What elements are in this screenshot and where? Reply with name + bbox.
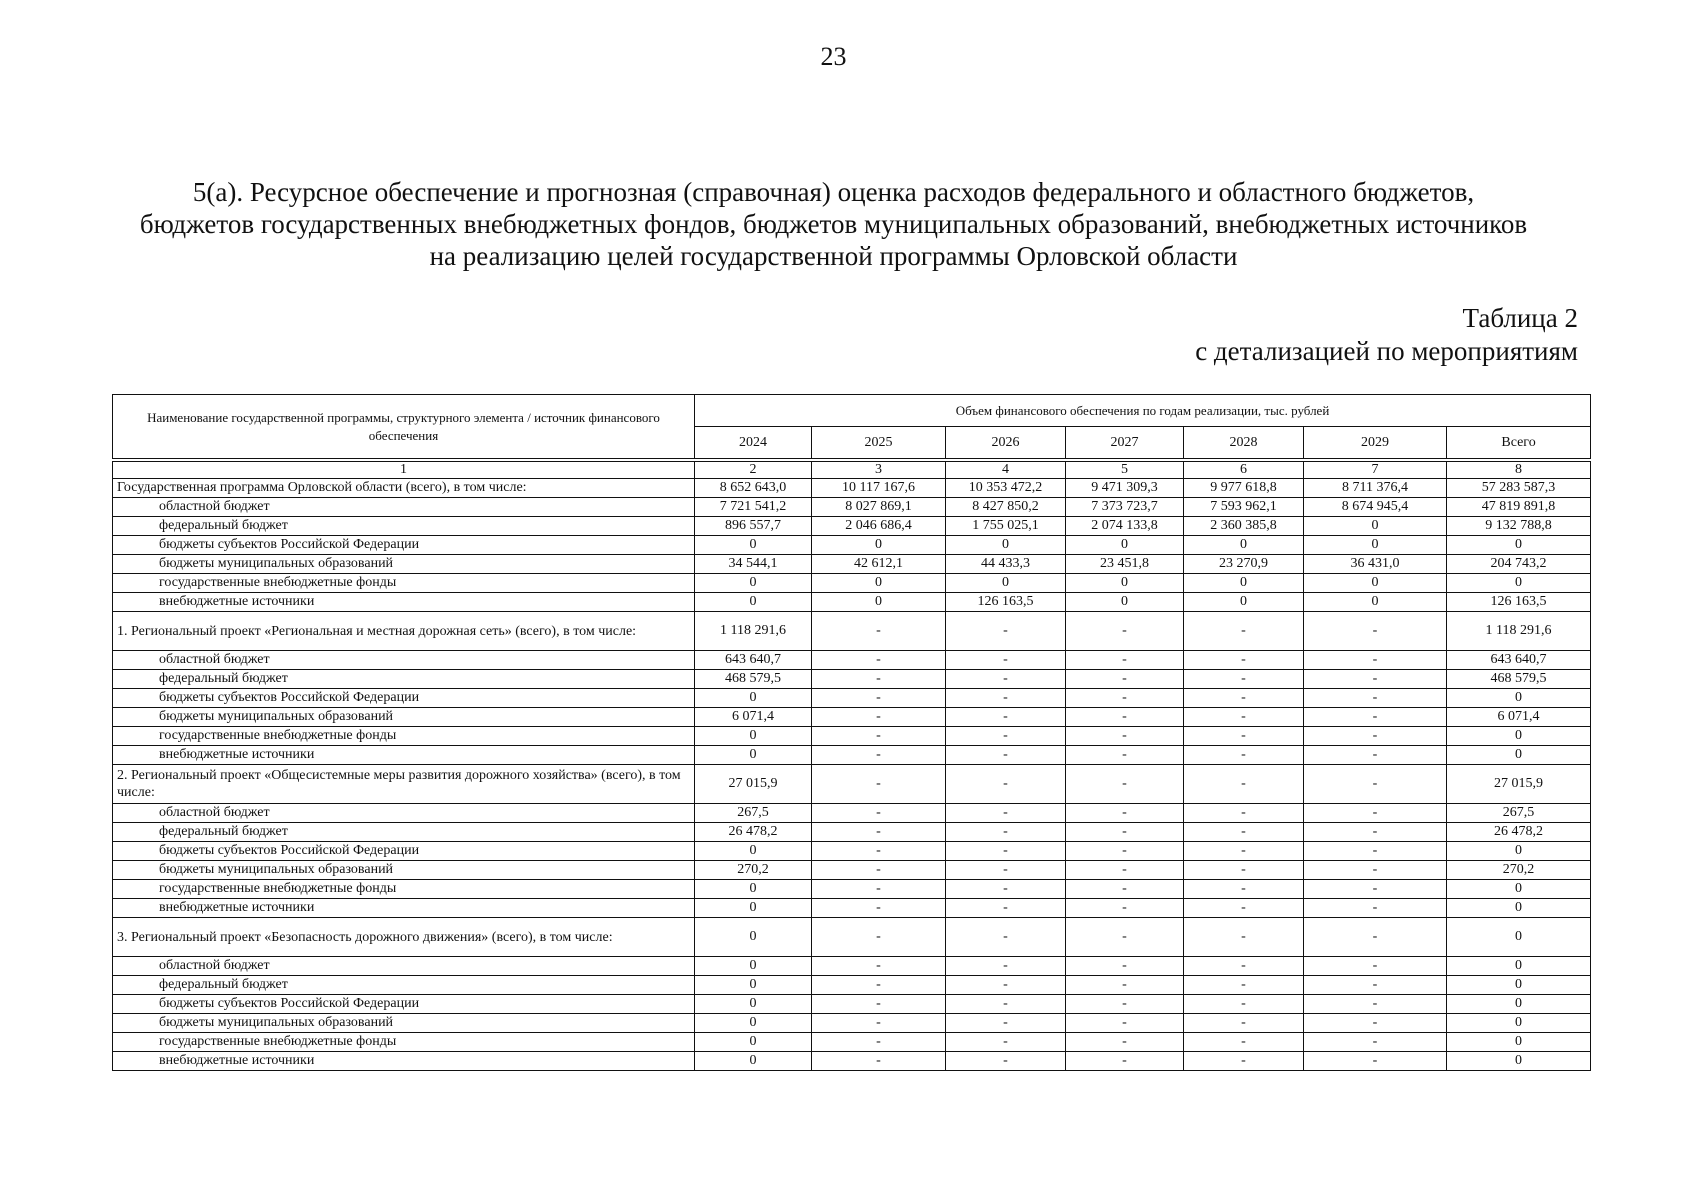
row-value-cell: - bbox=[812, 823, 946, 842]
table-section-row bbox=[113, 479, 1591, 498]
row-value-cell: - bbox=[1066, 708, 1184, 727]
row-value-cell: 0 bbox=[695, 593, 812, 612]
row-value-cell: - bbox=[812, 957, 946, 976]
row-total-cell: 0 bbox=[1447, 727, 1591, 746]
row-value-cell: - bbox=[1184, 823, 1304, 842]
row-value-cell: - bbox=[946, 1014, 1066, 1033]
row-name-cell: федеральный бюджет bbox=[113, 976, 695, 995]
row-value-cell: 8 427 850,2 bbox=[946, 498, 1066, 517]
row-name-cell: 1. Региональный проект «Региональная и местная дорожная сеть» (всего), в том числе: bbox=[113, 612, 695, 651]
row-value-cell: - bbox=[1066, 1033, 1184, 1052]
row-value-cell: - bbox=[1304, 1033, 1447, 1052]
row-value-cell: 0 bbox=[1066, 593, 1184, 612]
row-value-cell: - bbox=[812, 804, 946, 823]
row-value-cell: - bbox=[1184, 976, 1304, 995]
row-value-cell: - bbox=[812, 689, 946, 708]
row-value-cell: - bbox=[1304, 899, 1447, 918]
table-caption-number: Таблица 2 bbox=[1462, 303, 1578, 333]
header-total: Всего bbox=[1447, 427, 1591, 459]
table-row bbox=[113, 880, 1591, 899]
table-row bbox=[113, 708, 1591, 727]
row-value-cell: - bbox=[1304, 1014, 1447, 1033]
row-value-cell: 23 451,8 bbox=[1066, 555, 1184, 574]
row-name-cell: государственные внебюджетные фонды bbox=[113, 1033, 695, 1052]
column-number: 7 bbox=[1304, 462, 1447, 479]
row-value-cell: 7 721 541,2 bbox=[695, 498, 812, 517]
row-name-cell: внебюджетные источники bbox=[113, 746, 695, 765]
row-name-cell: бюджеты муниципальных образований bbox=[113, 1014, 695, 1033]
row-value-cell: - bbox=[1066, 765, 1184, 804]
row-name-cell: внебюджетные источники bbox=[113, 593, 695, 612]
row-total-cell: 126 163,5 bbox=[1447, 593, 1591, 612]
row-value-cell: - bbox=[812, 861, 946, 880]
row-total-cell: 6 071,4 bbox=[1447, 708, 1591, 727]
row-value-cell: 0 bbox=[812, 593, 946, 612]
row-total-cell: 204 743,2 bbox=[1447, 555, 1591, 574]
row-value-cell: - bbox=[946, 995, 1066, 1014]
row-value-cell: - bbox=[1066, 727, 1184, 746]
row-name-cell: бюджеты субъектов Российской Федерации bbox=[113, 842, 695, 861]
row-value-cell: - bbox=[946, 976, 1066, 995]
row-value-cell: - bbox=[812, 727, 946, 746]
row-value-cell: - bbox=[1184, 899, 1304, 918]
row-value-cell: - bbox=[1304, 689, 1447, 708]
row-value-cell: 8 674 945,4 bbox=[1304, 498, 1447, 517]
row-value-cell: - bbox=[1184, 651, 1304, 670]
row-value-cell: - bbox=[1066, 995, 1184, 1014]
row-value-cell: - bbox=[1184, 1014, 1304, 1033]
row-value-cell: 0 bbox=[695, 899, 812, 918]
column-number: 8 bbox=[1447, 462, 1591, 479]
row-total-cell: 267,5 bbox=[1447, 804, 1591, 823]
row-value-cell: - bbox=[946, 689, 1066, 708]
row-value-cell: 1 755 025,1 bbox=[946, 517, 1066, 536]
row-value-cell: - bbox=[946, 727, 1066, 746]
row-value-cell: - bbox=[1304, 804, 1447, 823]
table-row bbox=[113, 1033, 1591, 1052]
row-value-cell: 36 431,0 bbox=[1304, 555, 1447, 574]
table-row bbox=[113, 842, 1591, 861]
heading-line: на реализацию целей государственной программы Орловской области bbox=[429, 241, 1238, 271]
row-value-cell: 1 118 291,6 bbox=[695, 612, 812, 651]
row-value-cell: - bbox=[1304, 918, 1447, 957]
row-value-cell: - bbox=[1304, 861, 1447, 880]
row-value-cell: 0 bbox=[695, 746, 812, 765]
table-section-row bbox=[113, 612, 1591, 651]
row-value-cell: - bbox=[1184, 995, 1304, 1014]
table-row bbox=[113, 651, 1591, 670]
table-row bbox=[113, 899, 1591, 918]
row-name-cell: областной бюджет bbox=[113, 498, 695, 517]
row-name-cell: бюджеты муниципальных образований bbox=[113, 555, 695, 574]
row-value-cell: 270,2 bbox=[695, 861, 812, 880]
row-value-cell: 44 433,3 bbox=[946, 555, 1066, 574]
row-total-cell: 0 bbox=[1447, 1014, 1591, 1033]
row-value-cell: - bbox=[1304, 976, 1447, 995]
row-value-cell: 0 bbox=[695, 957, 812, 976]
row-value-cell: - bbox=[1066, 651, 1184, 670]
row-value-cell: 0 bbox=[1184, 593, 1304, 612]
row-value-cell: - bbox=[812, 899, 946, 918]
row-total-cell: 0 bbox=[1447, 689, 1591, 708]
header-funding-group: Объем финансового обеспечения по годам реализации, тыс. рублей bbox=[695, 395, 1591, 427]
header-name-column: Наименование государственной программы, структурного элемента / источник финансового обеспечения bbox=[113, 395, 695, 459]
row-value-cell: 8 652 643,0 bbox=[695, 479, 812, 498]
row-value-cell: 0 bbox=[695, 727, 812, 746]
table-row bbox=[113, 727, 1591, 746]
header-year: 2024 bbox=[695, 427, 812, 459]
row-value-cell: 7 593 962,1 bbox=[1184, 498, 1304, 517]
row-value-cell: 0 bbox=[1304, 574, 1447, 593]
row-total-cell: 643 640,7 bbox=[1447, 651, 1591, 670]
table-row bbox=[113, 823, 1591, 842]
table-section-row bbox=[113, 765, 1591, 804]
row-value-cell: - bbox=[812, 670, 946, 689]
row-value-cell: - bbox=[812, 746, 946, 765]
table-row bbox=[113, 1052, 1591, 1071]
row-name-cell: федеральный бюджет bbox=[113, 823, 695, 842]
row-value-cell: - bbox=[946, 823, 1066, 842]
row-value-cell: - bbox=[1304, 765, 1447, 804]
row-value-cell: 7 373 723,7 bbox=[1066, 498, 1184, 517]
row-value-cell: - bbox=[1304, 995, 1447, 1014]
row-name-cell: бюджеты муниципальных образований bbox=[113, 861, 695, 880]
row-value-cell: - bbox=[1066, 689, 1184, 708]
row-value-cell: - bbox=[946, 765, 1066, 804]
row-value-cell: - bbox=[946, 651, 1066, 670]
row-name-cell: 3. Региональный проект «Безопасность дорожного движения» (всего), в том числе: bbox=[113, 918, 695, 957]
row-value-cell: 0 bbox=[695, 1014, 812, 1033]
row-total-cell: 0 bbox=[1447, 842, 1591, 861]
row-value-cell: - bbox=[812, 842, 946, 861]
column-number-row bbox=[113, 462, 1591, 479]
row-total-cell: 47 819 891,8 bbox=[1447, 498, 1591, 517]
row-total-cell: 270,2 bbox=[1447, 861, 1591, 880]
row-value-cell: - bbox=[946, 957, 1066, 976]
table-row bbox=[113, 1014, 1591, 1033]
table-caption bbox=[1195, 302, 1578, 368]
row-value-cell: 0 bbox=[695, 918, 812, 957]
row-value-cell: - bbox=[812, 976, 946, 995]
column-number: 5 bbox=[1066, 462, 1184, 479]
row-name-cell: бюджеты субъектов Российской Федерации bbox=[113, 689, 695, 708]
row-value-cell: - bbox=[1066, 823, 1184, 842]
row-value-cell: - bbox=[1184, 746, 1304, 765]
row-value-cell: - bbox=[1066, 670, 1184, 689]
row-value-cell: - bbox=[946, 918, 1066, 957]
row-value-cell: 0 bbox=[695, 1033, 812, 1052]
row-value-cell: - bbox=[1184, 804, 1304, 823]
row-value-cell: - bbox=[1304, 957, 1447, 976]
row-value-cell: - bbox=[812, 765, 946, 804]
row-value-cell: - bbox=[812, 1052, 946, 1071]
row-value-cell: 0 bbox=[1304, 517, 1447, 536]
row-value-cell: - bbox=[1304, 880, 1447, 899]
row-value-cell: 27 015,9 bbox=[695, 765, 812, 804]
row-value-cell: 0 bbox=[812, 574, 946, 593]
row-value-cell: - bbox=[946, 612, 1066, 651]
row-total-cell: 0 bbox=[1447, 957, 1591, 976]
column-number: 3 bbox=[812, 462, 946, 479]
table-row bbox=[113, 536, 1591, 555]
table-row bbox=[113, 861, 1591, 880]
row-value-cell: - bbox=[812, 612, 946, 651]
row-value-cell: - bbox=[1066, 957, 1184, 976]
budget-table bbox=[112, 394, 1591, 1071]
row-name-cell: государственные внебюджетные фонды bbox=[113, 574, 695, 593]
row-value-cell: 0 bbox=[695, 689, 812, 708]
row-value-cell: - bbox=[1184, 670, 1304, 689]
row-value-cell: - bbox=[946, 708, 1066, 727]
row-value-cell: - bbox=[1184, 880, 1304, 899]
row-total-cell: 1 118 291,6 bbox=[1447, 612, 1591, 651]
row-value-cell: 0 bbox=[695, 995, 812, 1014]
row-value-cell: 0 bbox=[695, 842, 812, 861]
column-number: 2 bbox=[695, 462, 812, 479]
table-row bbox=[113, 498, 1591, 517]
row-value-cell: 34 544,1 bbox=[695, 555, 812, 574]
row-name-cell: внебюджетные источники bbox=[113, 1052, 695, 1071]
row-value-cell: - bbox=[812, 995, 946, 1014]
row-value-cell: - bbox=[1184, 957, 1304, 976]
row-value-cell: 0 bbox=[695, 880, 812, 899]
table-body bbox=[113, 459, 1591, 1071]
row-value-cell: 9 471 309,3 bbox=[1066, 479, 1184, 498]
row-value-cell: - bbox=[812, 1014, 946, 1033]
row-total-cell: 0 bbox=[1447, 1033, 1591, 1052]
row-total-cell: 27 015,9 bbox=[1447, 765, 1591, 804]
row-value-cell: - bbox=[1066, 842, 1184, 861]
row-value-cell: 267,5 bbox=[695, 804, 812, 823]
row-value-cell: - bbox=[1184, 727, 1304, 746]
header-year: 2025 bbox=[812, 427, 946, 459]
row-value-cell: 9 977 618,8 bbox=[1184, 479, 1304, 498]
row-value-cell: - bbox=[946, 670, 1066, 689]
row-value-cell: 468 579,5 bbox=[695, 670, 812, 689]
column-number: 4 bbox=[946, 462, 1066, 479]
row-value-cell: - bbox=[946, 842, 1066, 861]
table-row bbox=[113, 689, 1591, 708]
row-name-cell: областной бюджет bbox=[113, 651, 695, 670]
row-total-cell: 0 bbox=[1447, 976, 1591, 995]
table-row bbox=[113, 574, 1591, 593]
row-value-cell: 42 612,1 bbox=[812, 555, 946, 574]
row-total-cell: 0 bbox=[1447, 574, 1591, 593]
row-value-cell: 0 bbox=[946, 574, 1066, 593]
row-value-cell: - bbox=[1066, 1014, 1184, 1033]
row-value-cell: 126 163,5 bbox=[946, 593, 1066, 612]
row-name-cell: бюджеты субъектов Российской Федерации bbox=[113, 536, 695, 555]
row-value-cell: - bbox=[1184, 612, 1304, 651]
row-value-cell: - bbox=[812, 651, 946, 670]
table-row bbox=[113, 746, 1591, 765]
row-value-cell: - bbox=[1066, 612, 1184, 651]
row-value-cell: - bbox=[812, 880, 946, 899]
header-year: 2028 bbox=[1184, 427, 1304, 459]
row-value-cell: 8 711 376,4 bbox=[1304, 479, 1447, 498]
row-value-cell: - bbox=[1184, 1033, 1304, 1052]
heading-line: бюджетов государственных внебюджетных фондов, бюджетов муниципальных образований, внебюджетных источников bbox=[139, 209, 1528, 239]
row-value-cell: 0 bbox=[695, 1052, 812, 1071]
row-value-cell: 23 270,9 bbox=[1184, 555, 1304, 574]
table-row bbox=[113, 804, 1591, 823]
row-total-cell: 0 bbox=[1447, 880, 1591, 899]
column-number: 6 bbox=[1184, 462, 1304, 479]
row-total-cell: 0 bbox=[1447, 995, 1591, 1014]
row-value-cell: - bbox=[1184, 765, 1304, 804]
table-row bbox=[113, 957, 1591, 976]
row-value-cell: - bbox=[946, 1033, 1066, 1052]
table-row bbox=[113, 517, 1591, 536]
row-total-cell: 9 132 788,8 bbox=[1447, 517, 1591, 536]
row-value-cell: 10 117 167,6 bbox=[812, 479, 946, 498]
row-value-cell: 643 640,7 bbox=[695, 651, 812, 670]
row-total-cell: 0 bbox=[1447, 1052, 1591, 1071]
row-value-cell: 896 557,7 bbox=[695, 517, 812, 536]
row-value-cell: - bbox=[1066, 918, 1184, 957]
row-value-cell: 0 bbox=[1066, 536, 1184, 555]
row-value-cell: - bbox=[946, 899, 1066, 918]
row-value-cell: 2 074 133,8 bbox=[1066, 517, 1184, 536]
row-total-cell: 0 bbox=[1447, 899, 1591, 918]
row-value-cell: - bbox=[1304, 708, 1447, 727]
row-value-cell: 8 027 869,1 bbox=[812, 498, 946, 517]
table-row bbox=[113, 593, 1591, 612]
document-heading bbox=[0, 176, 1667, 272]
row-value-cell: - bbox=[946, 1052, 1066, 1071]
row-value-cell: 0 bbox=[1066, 574, 1184, 593]
row-value-cell: - bbox=[946, 746, 1066, 765]
row-total-cell: 0 bbox=[1447, 746, 1591, 765]
row-value-cell: - bbox=[1066, 899, 1184, 918]
row-value-cell: 0 bbox=[695, 976, 812, 995]
row-value-cell: - bbox=[812, 708, 946, 727]
row-name-cell: 2. Региональный проект «Общесистемные меры развития дорожного хозяйства» (всего), в том числе: bbox=[113, 765, 695, 804]
header-year: 2026 bbox=[946, 427, 1066, 459]
row-name-cell: бюджеты муниципальных образований bbox=[113, 708, 695, 727]
row-value-cell: - bbox=[946, 861, 1066, 880]
row-value-cell: - bbox=[1184, 689, 1304, 708]
column-number: 1 bbox=[113, 462, 695, 479]
table-row bbox=[113, 995, 1591, 1014]
row-value-cell: - bbox=[946, 880, 1066, 899]
row-value-cell: - bbox=[812, 1033, 946, 1052]
row-value-cell: - bbox=[1184, 918, 1304, 957]
table-section-row bbox=[113, 918, 1591, 957]
row-value-cell: - bbox=[1304, 842, 1447, 861]
table-row bbox=[113, 976, 1591, 995]
table-row bbox=[113, 670, 1591, 689]
row-name-cell: государственные внебюджетные фонды bbox=[113, 880, 695, 899]
row-value-cell: 0 bbox=[946, 536, 1066, 555]
row-total-cell: 26 478,2 bbox=[1447, 823, 1591, 842]
row-value-cell: - bbox=[1184, 842, 1304, 861]
row-value-cell: - bbox=[1304, 1052, 1447, 1071]
row-value-cell: - bbox=[1066, 976, 1184, 995]
row-name-cell: внебюджетные источники bbox=[113, 899, 695, 918]
row-value-cell: 0 bbox=[1304, 536, 1447, 555]
row-name-cell: государственные внебюджетные фонды bbox=[113, 727, 695, 746]
header-year: 2027 bbox=[1066, 427, 1184, 459]
page-number: 23 bbox=[820, 42, 847, 71]
header-year: 2029 bbox=[1304, 427, 1447, 459]
row-value-cell: 10 353 472,2 bbox=[946, 479, 1066, 498]
row-value-cell: - bbox=[1184, 1052, 1304, 1071]
row-total-cell: 468 579,5 bbox=[1447, 670, 1591, 689]
row-name-cell: областной бюджет bbox=[113, 804, 695, 823]
row-value-cell: 2 360 385,8 bbox=[1184, 517, 1304, 536]
row-value-cell: 26 478,2 bbox=[695, 823, 812, 842]
row-value-cell: 0 bbox=[1184, 536, 1304, 555]
row-total-cell: 0 bbox=[1447, 536, 1591, 555]
heading-line: 5(а). Ресурсное обеспечение и прогнозная (справочная) оценка расходов федерального и областного бюджетов, bbox=[192, 177, 1475, 207]
row-value-cell: - bbox=[1304, 651, 1447, 670]
row-value-cell: - bbox=[1066, 746, 1184, 765]
row-total-cell: 0 bbox=[1447, 918, 1591, 957]
row-value-cell: - bbox=[1066, 861, 1184, 880]
row-value-cell: - bbox=[1066, 804, 1184, 823]
table-caption-subtitle: с детализацией по мероприятиям bbox=[1195, 336, 1578, 366]
row-name-cell: федеральный бюджет bbox=[113, 517, 695, 536]
row-value-cell: - bbox=[1304, 746, 1447, 765]
row-value-cell: - bbox=[1304, 670, 1447, 689]
row-value-cell: - bbox=[1304, 612, 1447, 651]
row-value-cell: - bbox=[1304, 823, 1447, 842]
row-value-cell: 0 bbox=[812, 536, 946, 555]
table-row bbox=[113, 555, 1591, 574]
row-value-cell: - bbox=[1066, 880, 1184, 899]
row-name-cell: областной бюджет bbox=[113, 957, 695, 976]
row-value-cell: - bbox=[1066, 1052, 1184, 1071]
row-value-cell: - bbox=[1184, 861, 1304, 880]
row-value-cell: 6 071,4 bbox=[695, 708, 812, 727]
row-value-cell: - bbox=[1304, 727, 1447, 746]
row-total-cell: 57 283 587,3 bbox=[1447, 479, 1591, 498]
row-value-cell: - bbox=[812, 918, 946, 957]
row-value-cell: 0 bbox=[695, 536, 812, 555]
row-value-cell: 0 bbox=[1304, 593, 1447, 612]
row-value-cell: - bbox=[946, 804, 1066, 823]
row-value-cell: - bbox=[1184, 708, 1304, 727]
row-value-cell: 2 046 686,4 bbox=[812, 517, 946, 536]
row-name-cell: бюджеты субъектов Российской Федерации bbox=[113, 995, 695, 1014]
row-value-cell: 0 bbox=[1184, 574, 1304, 593]
row-value-cell: 0 bbox=[695, 574, 812, 593]
row-name-cell: Государственная программа Орловской области (всего), в том числе: bbox=[113, 479, 695, 498]
row-name-cell: федеральный бюджет bbox=[113, 670, 695, 689]
